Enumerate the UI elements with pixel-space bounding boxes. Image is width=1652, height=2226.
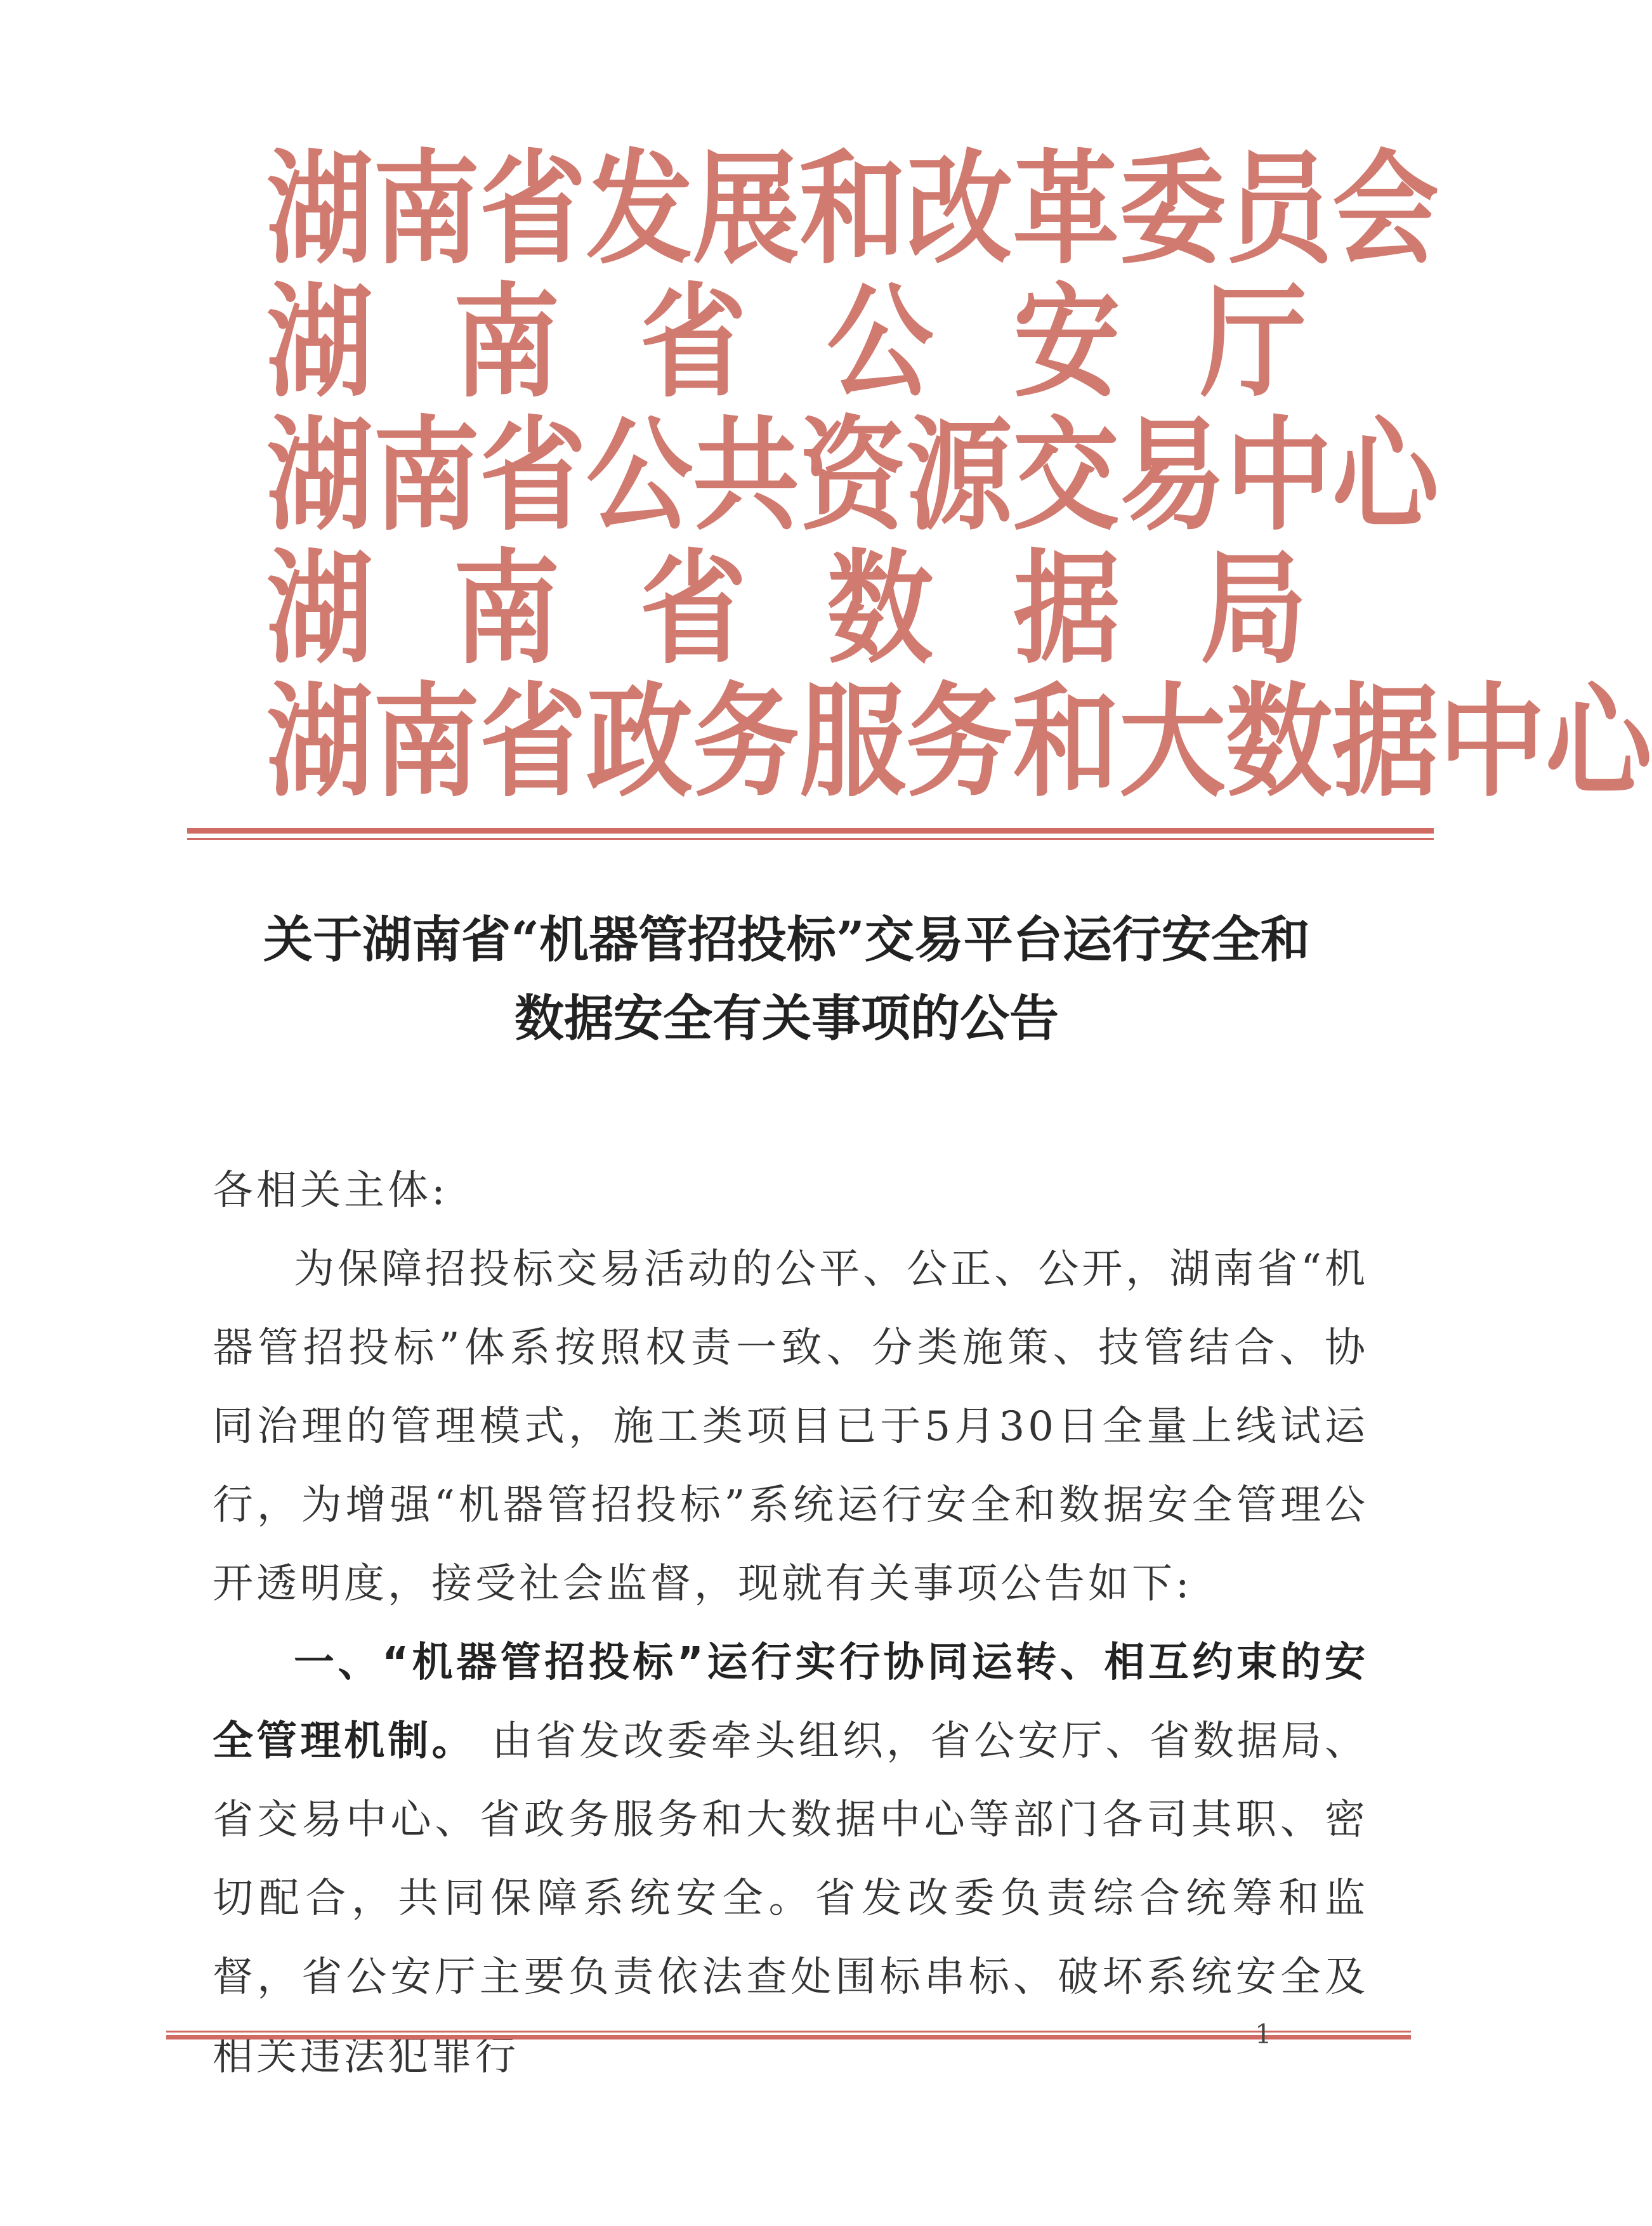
org-char: 公: [827, 271, 934, 414]
org-line: [266, 399, 1439, 553]
document-body: [213, 1151, 1368, 2095]
org-line: [266, 665, 1652, 819]
section-1-heading: 一、“机器管招投标”运行实行协同运转、相互约束的安全管理机制。: [213, 1639, 1368, 1765]
intro-paragraph: 为保障招投标交易活动的公平、公正、公开，湖南省“机器管招投标”体系按照权责一致、分类施策、技管结合、协同治理的管理模式，施工类项目已于5月30日全量上线试运行，为增强“机器管招投标”系统运行安全和数据安全管理公开透明度，接受社会监督，现就有关事项公告如下:: [213, 1246, 1368, 1607]
org-char: 省: [639, 537, 747, 681]
org-char: 源: [906, 404, 1013, 547]
org-char: 南: [373, 404, 480, 547]
org-char: 省: [639, 271, 747, 414]
org-char: 南: [373, 671, 480, 814]
org-line: [266, 133, 1439, 286]
org-char: 政: [586, 671, 693, 814]
org-char: 易: [1119, 404, 1226, 547]
org-line: [266, 266, 1307, 419]
org-char: 湖: [266, 138, 373, 281]
org-char: 南: [373, 138, 480, 281]
section-1-text: 由省发改委牵头组织，省公安厅、省数据局、省交易中心、省政务服务和大数据中心等部门各司其职、密切配合，共同保障系统安全。省发改委负责综合统筹和监督，省公安厅主要负责依法查处围标串标、破坏系统安全及相关违法犯罪行: [213, 1718, 1369, 2079]
page-number: 1: [1255, 2019, 1272, 2050]
org-char: 省: [480, 404, 586, 547]
org-char: 南: [453, 537, 560, 681]
org-char: 湖: [266, 271, 373, 414]
org-char: 湖: [266, 671, 373, 814]
org-char: 局: [1200, 537, 1307, 681]
org-char: 省: [480, 671, 586, 814]
org-char: 据: [1332, 671, 1439, 814]
section-1-paragraph: [213, 1623, 1368, 2095]
org-char: 数: [827, 537, 934, 681]
salutation: 各相关主体:: [213, 1167, 449, 1214]
org-char: 委: [1119, 138, 1226, 281]
org-char: 中: [1439, 671, 1545, 814]
org-char: 南: [453, 271, 560, 414]
org-char: 服: [799, 671, 906, 814]
org-char: 会: [1332, 138, 1439, 281]
org-char: 员: [1226, 138, 1332, 281]
org-char: 务: [693, 671, 799, 814]
org-char: 展: [693, 138, 799, 281]
org-char: 安: [1013, 271, 1120, 414]
org-char: 中: [1226, 404, 1332, 547]
org-char: 和: [799, 138, 906, 281]
org-char: 资: [799, 404, 906, 547]
issuing-authorities-header: [266, 138, 1652, 814]
org-char: 心: [1545, 671, 1652, 814]
header-rule-thin: [187, 838, 1434, 840]
title-line-2: 数据安全有关事项的公告: [514, 990, 1059, 1047]
org-char: 省: [480, 138, 586, 281]
header-rule-thick: [187, 828, 1434, 834]
org-char: 共: [693, 404, 799, 547]
org-char: 改: [906, 138, 1013, 281]
org-char: 湖: [266, 404, 373, 547]
footer-rule-thin: [166, 2031, 1411, 2033]
org-char: 数: [1226, 671, 1332, 814]
org-char: 厅: [1200, 271, 1307, 414]
org-char: 公: [586, 404, 693, 547]
org-char: 心: [1332, 404, 1439, 547]
org-char: 发: [586, 138, 693, 281]
org-char: 务: [906, 671, 1013, 814]
org-char: 和: [1013, 671, 1119, 814]
org-line: [266, 532, 1307, 686]
org-char: 交: [1013, 404, 1119, 547]
org-char: 湖: [266, 537, 373, 681]
title-line-1: 关于湖南省“机器管招投标”交易平台运行安全和: [263, 911, 1310, 969]
org-char: 革: [1013, 138, 1119, 281]
document-title: [190, 901, 1383, 1058]
org-char: 大: [1119, 671, 1226, 814]
org-char: 据: [1013, 537, 1120, 681]
footer-rule-thick: [166, 2035, 1411, 2039]
